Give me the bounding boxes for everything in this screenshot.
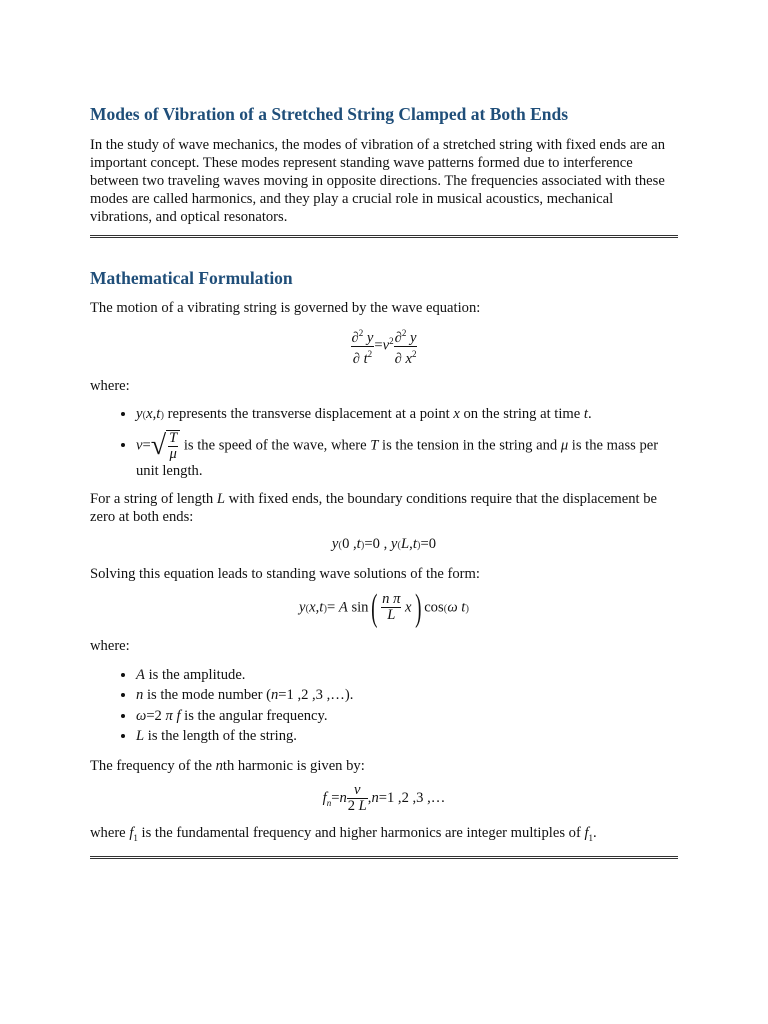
fundamental-paragraph: where $f_1$ is the fundamental frequency and higher harmonics are integer multiples of $f_1$. — [90, 824, 597, 843]
list-item: • n is the mode number (n=1 ,2 ,3 ,…). — [136, 685, 678, 706]
section-title-math: Mathematical Formulation — [90, 268, 293, 288]
section-divider — [90, 235, 678, 238]
where-label-2: where: — [90, 637, 130, 654]
list-item: • A is the amplitude. — [136, 665, 678, 686]
boundary-equation: y(0 ,t)=0 , y(L,t)=0 — [331, 535, 437, 552]
list-item: • L is the length of the string. — [136, 726, 678, 747]
where-label-1: where: — [90, 377, 130, 394]
frequency-paragraph: The frequency of the nth harmonic is given by: — [90, 757, 365, 774]
list-item: • ω=2 π f is the angular frequency. — [136, 706, 678, 727]
wave-equation-intro: The motion of a vibrating string is governed by the wave equation: — [90, 300, 481, 316]
document-body — [90, 102, 678, 859]
standing-wave-equation: y(x,t)= A sin( $\frac{\text{n π}}{L}$ x) cos(ω t) — [298, 586, 470, 629]
harmonic-frequency-equation: $f_n=n$ $\frac{v}{2 L}$ ,n=1 ,2 ,3 ,… — [322, 781, 446, 814]
boundary-paragraph: For a string of length L with fixed ends, the boundary conditions require that the displacement be zero at both ends: — [90, 490, 658, 525]
section-divider — [90, 856, 678, 859]
variable-list-2 — [90, 665, 678, 747]
list-item: • y(x,t) represents the transverse displacement at a point x on the string at time t. — [136, 405, 678, 424]
solving-paragraph: Solving this equation leads to standing wave solutions of the form: — [90, 565, 480, 582]
section-title-modes: Modes of Vibration of a Stretched String Clamped at Both Ends — [90, 104, 569, 124]
wave-equation: $\frac{\partial^2 y}{\partial t^2}$ $=v^2$ $\frac{\partial^2 y}{\partial x^2}$ — [351, 328, 417, 367]
list-item: • v=√ $\frac{T}{\mu}$ is the speed of the wave, where T is the tension in the string and μ is the mass per unit length. — [136, 430, 678, 480]
variable-list-1 — [90, 405, 678, 480]
intro-paragraph: In the study of wave mechanics, the modes of vibration of a stretched string with fixed ends are an important concept. These modes represent standing wave patterns formed due to interference between two traveling waves moving in opposite directions. The frequencies associated with these modes are called harmonics, and they play a crucial role in musical acoustics, mechanical vibrations, and optical resonators. — [90, 137, 666, 225]
